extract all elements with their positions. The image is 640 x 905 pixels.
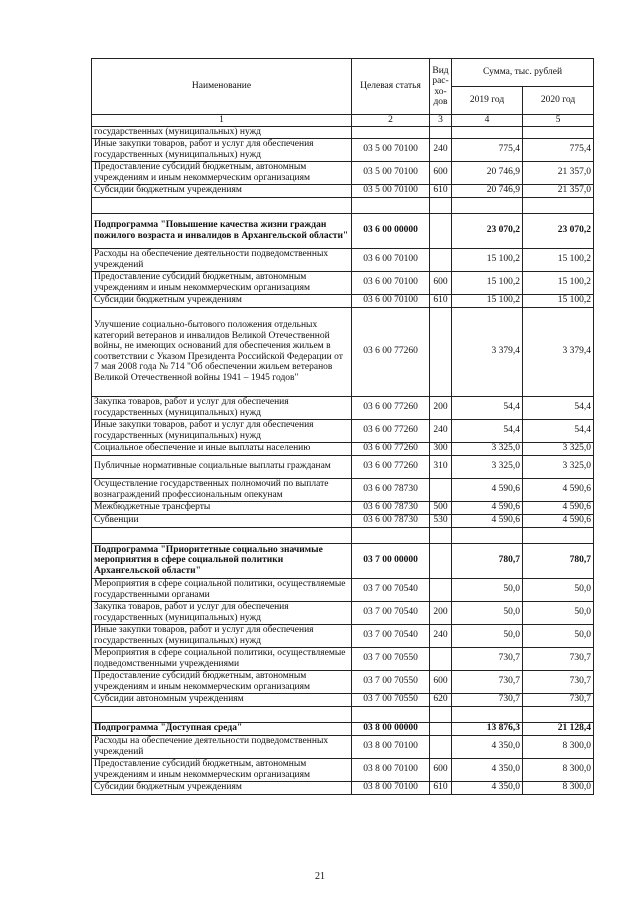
expense-type: 600 <box>430 161 452 184</box>
target-article: 03 7 00 70550 <box>352 670 430 693</box>
table-row <box>92 248 594 271</box>
item-name: Публичные нормативные социальные выплаты гражданам <box>92 455 352 478</box>
table-row <box>92 670 594 693</box>
target-article: 03 5 00 70100 <box>352 161 430 184</box>
target-article: 03 8 00 70100 <box>352 781 430 794</box>
expense-type: 620 <box>430 693 452 706</box>
item-name: Предоставление субсидий бюджетным, автономным учреждениям и иным некоммерческим организациям <box>92 271 352 294</box>
amount-2019: 780,7 <box>452 543 523 578</box>
spacer-cell <box>430 197 452 213</box>
table-row <box>92 478 594 501</box>
item-name: Предоставление субсидий бюджетным, автономным учреждениям и иным некоммерческим организациям <box>92 161 352 184</box>
amount-2020: 775,4 <box>523 138 594 161</box>
item-name: Подпрограмма "Приоритетные социально значимые мероприятия в сфере социальной политики Архангельской области" <box>92 543 352 578</box>
item-name: Иные закупки товаров, работ и услуг для обеспечения государственных (муниципальных) нужд <box>92 419 352 442</box>
expense-type: 240 <box>430 624 452 647</box>
target-article: 03 7 00 70550 <box>352 693 430 706</box>
expense-type: 200 <box>430 396 452 419</box>
spacer-cell <box>352 527 430 543</box>
spacer-cell <box>430 706 452 722</box>
item-name: Иные закупки товаров, работ и услуг для обеспечения государственных (муниципальных) нужд <box>92 624 352 647</box>
amount-2019: 50,0 <box>452 578 523 601</box>
target-article: 03 6 00 77260 <box>352 419 430 442</box>
item-name: Субсидии бюджетным учреждениям <box>92 184 352 197</box>
amount-2020: 8 300,0 <box>523 735 594 758</box>
header-year-2020: 2020 год <box>523 87 594 115</box>
amount-2019: 15 100,2 <box>452 248 523 271</box>
header-target: Целевая статья <box>352 59 430 115</box>
spacer-cell <box>452 706 523 722</box>
target-article: 03 6 00 78730 <box>352 501 430 514</box>
expense-type: 600 <box>430 670 452 693</box>
spacer-cell <box>430 527 452 543</box>
expense-type <box>430 722 452 735</box>
spacer-row <box>92 706 594 722</box>
expense-type: 300 <box>430 442 452 455</box>
expense-type: 610 <box>430 184 452 197</box>
spacer-cell <box>352 197 430 213</box>
item-name: Предоставление субсидий бюджетным, автономным учреждениям и иным некоммерческим организациям <box>92 670 352 693</box>
amount-2019: 4 350,0 <box>452 758 523 781</box>
expense-type: 610 <box>430 781 452 794</box>
amount-2020: 50,0 <box>523 601 594 624</box>
header-name: Наименование <box>92 59 352 115</box>
amount-2019: 15 100,2 <box>452 294 523 307</box>
spacer-cell <box>92 197 352 213</box>
target-article <box>352 126 430 138</box>
target-article: 03 6 00 70100 <box>352 294 430 307</box>
column-number: 3 <box>430 115 452 127</box>
item-name: Улучшение социально-бытового положения отдельных категорий ветеранов и инвалидов Великой Отечественной войны, не имеющих оснований для обеспечения жильем в соответствии с Указом Президента Российской Федерации от 7 мая 2008 года № 714 "Об обеспечении жильем ветеранов Великой Отечественной войны 1941 – 1945 годов" <box>92 307 352 396</box>
target-article: 03 6 00 77260 <box>352 442 430 455</box>
expense-type: 240 <box>430 138 452 161</box>
target-article: 03 5 00 70100 <box>352 138 430 161</box>
amount-2019: 775,4 <box>452 138 523 161</box>
amount-2020: 50,0 <box>523 578 594 601</box>
amount-2019: 4 590,6 <box>452 501 523 514</box>
item-name: Предоставление субсидий бюджетным, автономным учреждениям и иным некоммерческим организациям <box>92 758 352 781</box>
expense-type <box>430 647 452 670</box>
spacer-cell <box>523 527 594 543</box>
budget-table <box>91 58 594 795</box>
amount-2019: 13 876,3 <box>452 722 523 735</box>
table-row <box>92 455 594 478</box>
table-row <box>92 647 594 670</box>
expense-type <box>430 543 452 578</box>
table-body <box>92 59 594 795</box>
expense-type: 500 <box>430 501 452 514</box>
item-name: Расходы на обеспечение деятельности подведомственных учреждений <box>92 248 352 271</box>
amount-2019 <box>452 126 523 138</box>
amount-2019: 3 325,0 <box>452 455 523 478</box>
item-name: Субсидии бюджетным учреждениям <box>92 781 352 794</box>
amount-2019: 4 350,0 <box>452 735 523 758</box>
item-name: Субсидии автономным учреждениям <box>92 693 352 706</box>
table-row <box>92 396 594 419</box>
amount-2020: 23 070,2 <box>523 213 594 248</box>
header-year-2019: 2019 год <box>452 87 523 115</box>
target-article: 03 6 00 70100 <box>352 271 430 294</box>
column-number: 5 <box>523 115 594 127</box>
target-article: 03 7 00 70540 <box>352 624 430 647</box>
amount-2019: 23 070,2 <box>452 213 523 248</box>
amount-2020: 21 357,0 <box>523 184 594 197</box>
table-row <box>92 735 594 758</box>
spacer-row <box>92 527 594 543</box>
expense-type: 310 <box>430 455 452 478</box>
target-article: 03 8 00 70100 <box>352 735 430 758</box>
target-article: 03 6 00 00000 <box>352 213 430 248</box>
expense-type: 200 <box>430 601 452 624</box>
subprogram-row <box>92 722 594 735</box>
table-row <box>92 693 594 706</box>
amount-2020: 54,4 <box>523 419 594 442</box>
amount-2020: 8 300,0 <box>523 758 594 781</box>
target-article: 03 7 00 00000 <box>352 543 430 578</box>
table-row <box>92 126 594 138</box>
subprogram-row <box>92 213 594 248</box>
amount-2019: 50,0 <box>452 624 523 647</box>
expense-type: 240 <box>430 419 452 442</box>
amount-2020: 4 590,6 <box>523 514 594 527</box>
target-article: 03 6 00 77260 <box>352 307 430 396</box>
item-name: Подпрограмма "Доступная среда" <box>92 722 352 735</box>
amount-2020: 4 590,6 <box>523 501 594 514</box>
expense-type <box>430 578 452 601</box>
amount-2019: 730,7 <box>452 670 523 693</box>
target-article: 03 6 00 70100 <box>352 248 430 271</box>
item-name: Мероприятия в сфере социальной политики, осуществляемые государственными органами <box>92 578 352 601</box>
expense-type <box>430 735 452 758</box>
table-row <box>92 419 594 442</box>
item-name: Субвенции <box>92 514 352 527</box>
target-article: 03 7 00 70550 <box>352 647 430 670</box>
amount-2019: 3 379,4 <box>452 307 523 396</box>
column-number: 1 <box>92 115 352 127</box>
table-row <box>92 578 594 601</box>
column-number: 2 <box>352 115 430 127</box>
item-name: Подпрограмма "Повышение качества жизни граждан пожилого возраста и инвалидов в Архангельской области" <box>92 213 352 248</box>
amount-2020: 21 357,0 <box>523 161 594 184</box>
amount-2020: 15 100,2 <box>523 294 594 307</box>
target-article: 03 6 00 78730 <box>352 478 430 501</box>
amount-2019: 730,7 <box>452 693 523 706</box>
amount-2020: 4 590,6 <box>523 478 594 501</box>
header-row <box>92 59 594 87</box>
spacer-cell <box>92 527 352 543</box>
table-row <box>92 161 594 184</box>
table-row <box>92 514 594 527</box>
amount-2019: 54,4 <box>452 396 523 419</box>
spacer-cell <box>452 527 523 543</box>
expense-type <box>430 307 452 396</box>
table-row <box>92 758 594 781</box>
table-row <box>92 294 594 307</box>
table-row <box>92 307 594 396</box>
spacer-cell <box>352 706 430 722</box>
expense-type <box>430 478 452 501</box>
table-row <box>92 781 594 794</box>
amount-2020: 15 100,2 <box>523 248 594 271</box>
amount-2020: 15 100,2 <box>523 271 594 294</box>
target-article: 03 8 00 70100 <box>352 758 430 781</box>
table-row <box>92 184 594 197</box>
item-name: государственных (муниципальных) нужд <box>92 126 352 138</box>
amount-2020: 730,7 <box>523 693 594 706</box>
item-name: Мероприятия в сфере социальной политики, осуществляемые подведомственными учреждениями <box>92 647 352 670</box>
target-article: 03 6 00 77260 <box>352 396 430 419</box>
spacer-cell <box>92 706 352 722</box>
header-expense-type: Вид рас-хо-дов <box>430 59 452 115</box>
amount-2020: 730,7 <box>523 647 594 670</box>
expense-type <box>430 248 452 271</box>
amount-2020: 3 325,0 <box>523 455 594 478</box>
expense-type: 530 <box>430 514 452 527</box>
table-row <box>92 501 594 514</box>
table-row <box>92 601 594 624</box>
spacer-row <box>92 197 594 213</box>
amount-2019: 20 746,9 <box>452 184 523 197</box>
amount-2019: 54,4 <box>452 419 523 442</box>
expense-type <box>430 126 452 138</box>
item-name: Субсидии бюджетным учреждениям <box>92 294 352 307</box>
amount-2019: 50,0 <box>452 601 523 624</box>
item-name: Закупка товаров, работ и услуг для обеспечения государственных (муниципальных) нужд <box>92 396 352 419</box>
table-row <box>92 442 594 455</box>
target-article: 03 8 00 00000 <box>352 722 430 735</box>
item-name: Закупка товаров, работ и услуг для обеспечения государственных (муниципальных) нужд <box>92 601 352 624</box>
page-number: 21 <box>315 871 325 882</box>
column-numbers-row <box>92 115 594 127</box>
amount-2019: 15 100,2 <box>452 271 523 294</box>
target-article: 03 7 00 70540 <box>352 578 430 601</box>
table-row <box>92 138 594 161</box>
item-name: Расходы на обеспечение деятельности подведомственных учреждений <box>92 735 352 758</box>
amount-2020: 54,4 <box>523 396 594 419</box>
expense-type: 600 <box>430 758 452 781</box>
expense-type: 610 <box>430 294 452 307</box>
amount-2020: 3 379,4 <box>523 307 594 396</box>
amount-2019: 20 746,9 <box>452 161 523 184</box>
column-number: 4 <box>452 115 523 127</box>
amount-2020 <box>523 126 594 138</box>
amount-2019: 4 350,0 <box>452 781 523 794</box>
item-name: Иные закупки товаров, работ и услуг для обеспечения государственных (муниципальных) нужд <box>92 138 352 161</box>
table-row <box>92 624 594 647</box>
item-name: Межбюджетные трансферты <box>92 501 352 514</box>
amount-2020: 730,7 <box>523 670 594 693</box>
item-name: Осуществление государственных полномочий по выплате вознаграждений профессиональным опекунам <box>92 478 352 501</box>
item-name: Социальное обеспечение и иные выплаты населению <box>92 442 352 455</box>
amount-2019: 3 325,0 <box>452 442 523 455</box>
amount-2019: 4 590,6 <box>452 514 523 527</box>
amount-2020: 780,7 <box>523 543 594 578</box>
subprogram-row <box>92 543 594 578</box>
target-article: 03 6 00 77260 <box>352 455 430 478</box>
amount-2020: 8 300,0 <box>523 781 594 794</box>
expense-type <box>430 213 452 248</box>
target-article: 03 7 00 70540 <box>352 601 430 624</box>
amount-2019: 730,7 <box>452 647 523 670</box>
target-article: 03 6 00 78730 <box>352 514 430 527</box>
header-amount: Сумма, тыс. рублей <box>452 59 594 87</box>
amount-2019: 4 590,6 <box>452 478 523 501</box>
amount-2020: 3 325,0 <box>523 442 594 455</box>
amount-2020: 50,0 <box>523 624 594 647</box>
amount-2020: 21 128,4 <box>523 722 594 735</box>
table-row <box>92 271 594 294</box>
spacer-cell <box>523 197 594 213</box>
expense-type: 600 <box>430 271 452 294</box>
spacer-cell <box>452 197 523 213</box>
target-article: 03 5 00 70100 <box>352 184 430 197</box>
spacer-cell <box>523 706 594 722</box>
